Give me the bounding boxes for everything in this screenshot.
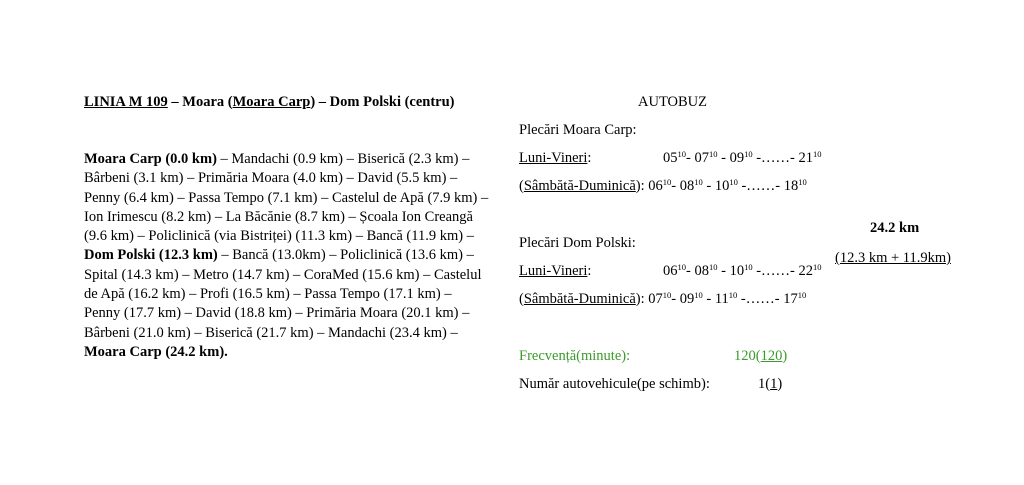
departure-hour: 07 <box>648 291 663 307</box>
departure-minute: 10 <box>708 149 718 159</box>
moara-weekday-times <box>663 150 821 167</box>
departure-separator: - <box>702 291 715 307</box>
departure-minute: 10 <box>694 290 703 300</box>
departure-hour: 05 <box>663 150 678 166</box>
departures-dom-label: Plecări Dom Polski: <box>519 235 636 251</box>
departure-hour: 08 <box>679 178 695 194</box>
title-text: – Moara ( <box>167 94 233 110</box>
route-line <box>84 208 524 227</box>
route-segment: Bârbeni (21.0 km) – Biserică (21.7 km) – Mandachi (23.4 km) – <box>84 324 458 341</box>
route-segment: Penny (6.4 km) – Passa Tempo (7.1 km) – Castelul de Apă (7.9 km) – <box>84 189 489 206</box>
route-segment: Ion Irimescu (8.2 km) – La Băcănie (8.7 km) – Școala Ion Creangă <box>84 208 473 225</box>
route-segment: (9.6 km) – Policlinică (via Bistriței) (11.3 km) – Bancă (11.9 km) – <box>84 228 474 245</box>
route-terminal-stop: Moara Carp (0.0 km) <box>84 151 217 167</box>
vehicle-type: AUTOBUZ <box>638 94 708 110</box>
departure-minute: 10 <box>729 177 738 187</box>
distance-breakdown: (12.3 km + 11.9km) <box>835 250 951 266</box>
departure-separator: - <box>686 150 695 166</box>
departure-separator: - <box>717 150 730 166</box>
departure-minute: 10 <box>677 262 686 272</box>
frequency-label: Frecvență(minute): <box>519 348 631 364</box>
departure-separator: - <box>671 178 680 194</box>
departure-minute: 10 <box>798 177 807 187</box>
departure-hour: 06 <box>663 263 678 279</box>
route-segment: Bârbeni (3.1 km) – Primăria Moara (4.0 km) – David (5.5 km) – <box>84 170 458 187</box>
departure-hour: 07 <box>694 150 709 166</box>
departure-separator: - <box>671 291 680 307</box>
route-segment: Spital (14.3 km) – Metro (14.7 km) – CoraMed (15.6 km) – Castelul <box>84 266 482 283</box>
route-segment: – Mandachi (0.9 km) – Biserică (2.3 km) – <box>216 151 470 167</box>
vehicles-label: Număr autovehicule(pe schimb): <box>519 376 710 392</box>
route-line <box>84 304 524 323</box>
line-label: LINIA M 109 <box>84 94 168 110</box>
departure-hour: 18 <box>783 178 799 194</box>
departure-hour: 21 <box>798 150 813 166</box>
dom-weekend-row: (Sâmbătă-Duminică): $07^{10}-$ $09^{10} - 11^{10}$ -……- $17^{10}$ <box>519 290 807 307</box>
departure-separator: -……- <box>737 178 784 194</box>
route-line <box>84 324 524 343</box>
departure-minute: 10 <box>812 262 822 272</box>
total-distance: 24.2 km <box>870 220 920 236</box>
dom-weekday-times <box>663 263 821 280</box>
departure-hour: 08 <box>694 263 709 279</box>
route-segment: de Apă (16.2 km) – Profi (16.5 km) – Passa Tempo (17.1 km) – <box>84 286 452 303</box>
departure-separator: -……- <box>737 291 784 307</box>
frequency-value: 120(120) <box>734 348 788 364</box>
route-stops <box>84 150 524 362</box>
route-line <box>84 189 524 208</box>
dom-weekday-label: Luni-Vineri: <box>519 263 592 279</box>
moara-weekend-times <box>648 178 806 194</box>
departure-hour: 06 <box>648 178 663 194</box>
departure-minute: 10 <box>662 177 672 187</box>
route-line <box>84 266 524 285</box>
departure-separator: - <box>717 263 730 279</box>
departure-minute: 10 <box>708 262 718 272</box>
title-text-end: ) – Dom Polski (centru) <box>310 94 455 110</box>
departure-hour: 22 <box>798 263 813 279</box>
departure-hour: 10 <box>714 178 730 194</box>
route-line <box>84 246 524 265</box>
departure-separator: -……- <box>752 263 799 279</box>
departures-moara-label: Plecări Moara Carp: <box>519 122 637 138</box>
departure-minute: 10 <box>744 149 753 159</box>
route-line <box>84 169 524 188</box>
departure-separator: - <box>702 178 715 194</box>
departure-minute: 10 <box>744 262 753 272</box>
departure-minute: 10 <box>677 149 686 159</box>
route-segment: – Bancă (13.0km) – Policlinică (13.6 km) – <box>217 247 474 264</box>
title-terminal-underlined: Moara Carp <box>232 94 311 110</box>
vehicles-value: 1(1) <box>758 376 783 392</box>
departure-hour: 11 <box>714 291 729 307</box>
departure-minute: 10 <box>662 290 672 300</box>
dom-weekend-times <box>648 291 806 307</box>
route-terminal-stop: Moara Carp (24.2 km). <box>84 343 228 360</box>
departure-minute: 10 <box>812 149 822 159</box>
route-line <box>84 150 524 169</box>
departure-minute: 10 <box>694 177 703 187</box>
departure-separator: -……- <box>752 150 799 166</box>
moara-weekend-row: (Sâmbătă-Duminică): $06^{10}-$ $08^{10} - 10^{10}$ -……- $18^{10}$ <box>519 177 807 194</box>
moara-weekday-label: Luni-Vineri: <box>519 150 592 166</box>
departure-hour: 09 <box>729 150 745 166</box>
route-line <box>84 227 524 246</box>
route-line <box>84 285 524 304</box>
departure-hour: 17 <box>783 291 798 307</box>
route-line <box>84 343 524 362</box>
page-title <box>84 94 455 111</box>
departure-hour: 10 <box>729 263 745 279</box>
route-terminal-stop: Dom Polski (12.3 km) <box>84 247 218 264</box>
departure-minute: 10 <box>797 290 807 300</box>
route-segment: Penny (17.7 km) – David (18.8 km) – Primăria Moara (20.1 km) – <box>84 305 470 322</box>
departure-hour: 09 <box>679 291 695 307</box>
departure-separator: - <box>686 263 695 279</box>
departure-minute: 10 <box>728 290 738 300</box>
